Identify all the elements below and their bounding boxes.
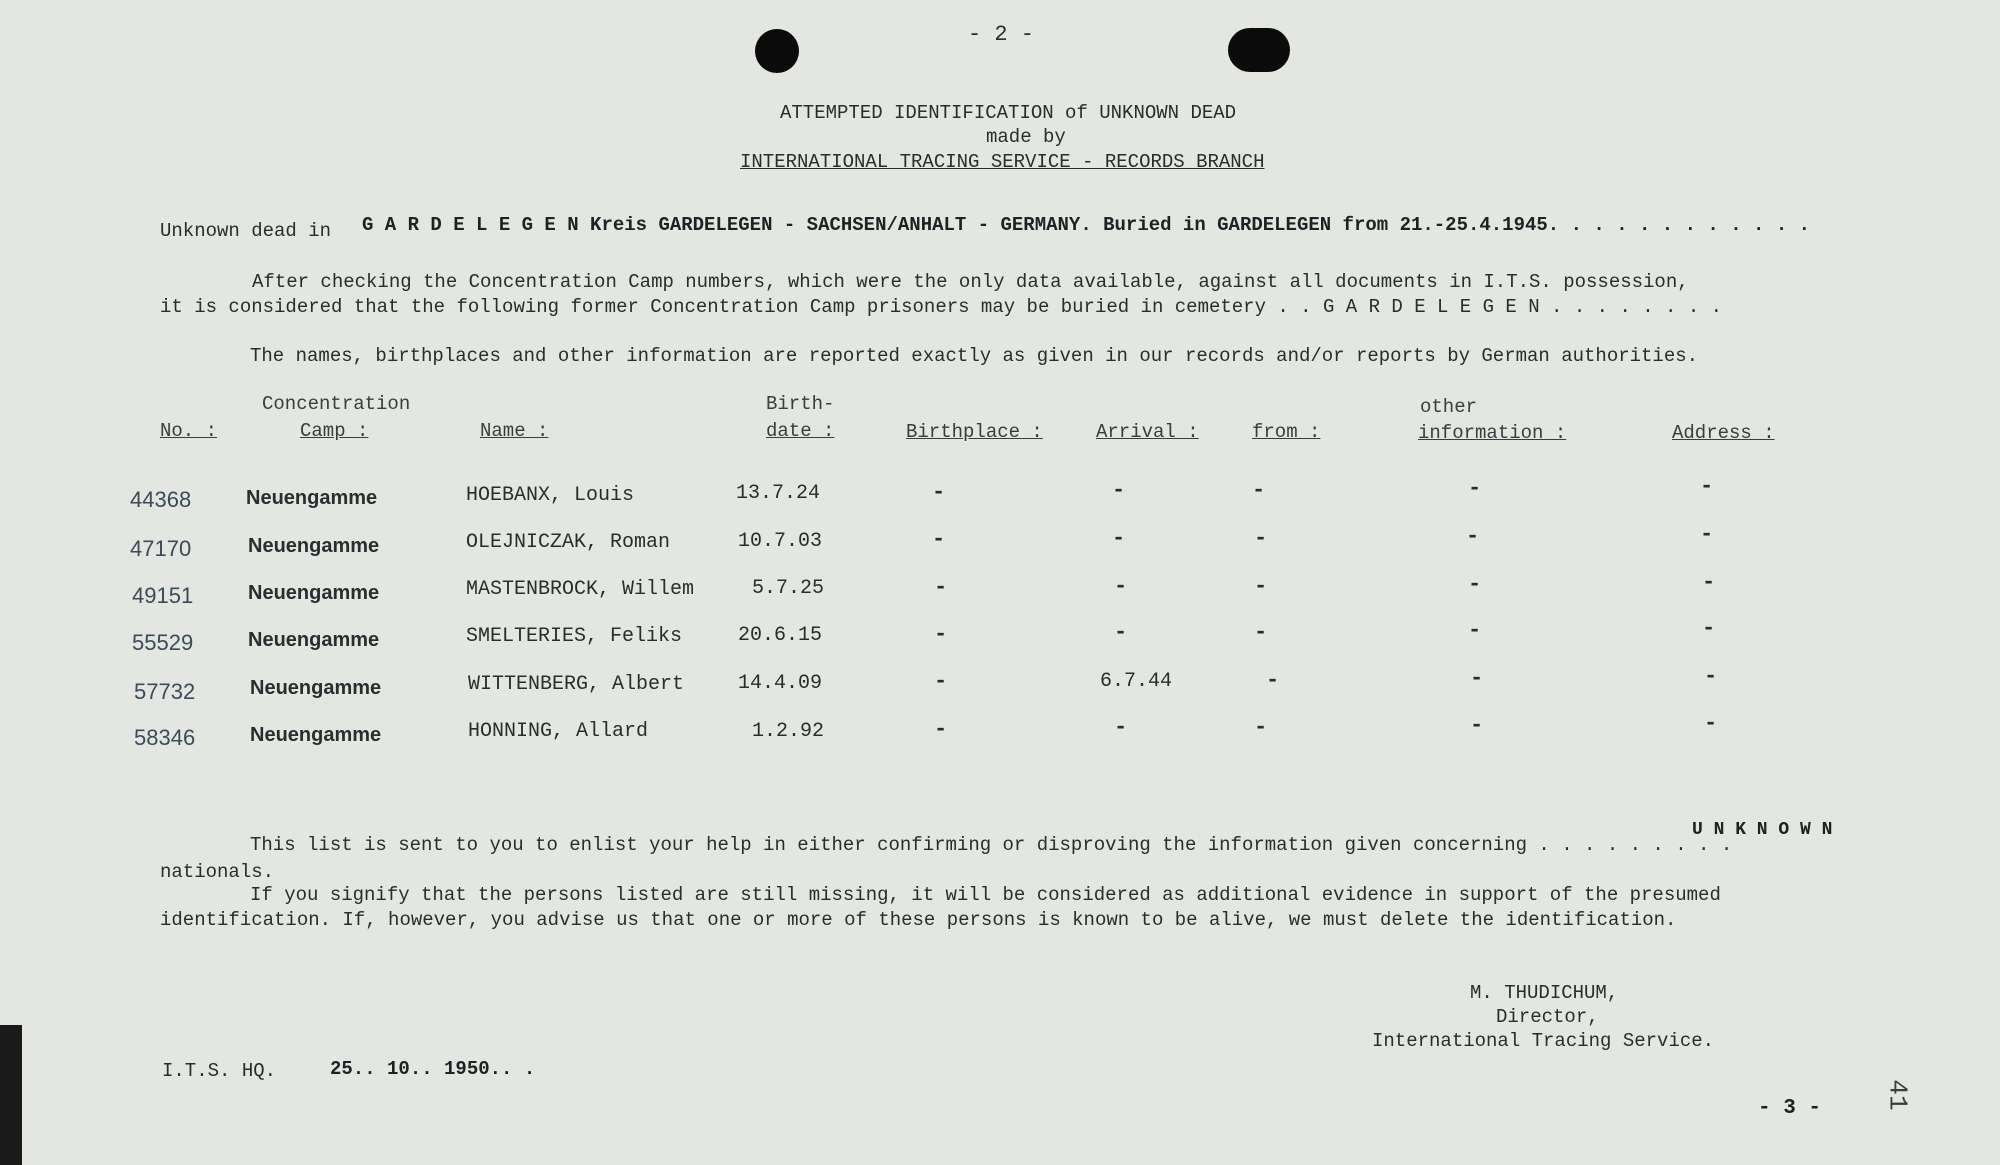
col-birthplace: Birthplace : [906,421,1043,443]
row-camp: Neuengamme [250,724,382,746]
row-birthplace: - [932,480,946,505]
row-from: - [1266,668,1280,693]
row-camp: Neuengamme [248,629,380,651]
title-line-2: made by [986,126,1066,148]
row-birthplace: - [934,622,948,647]
row-name: WITTENBERG, Albert [468,673,685,696]
row-other: - [1466,524,1480,549]
page-number-top: - 2 - [968,22,1035,47]
closing-line-3: If you signify that the persons listed are still missing, it will be considered as additional evidence in support of the presumed [250,884,1721,906]
closing-line-1: This list is sent to you to enlist your help in either confirming or disproving the information given concerning . . . . . . . . . [250,834,1733,856]
row-arrival: - [1112,478,1126,503]
footer-hq: I.T.S. HQ. [162,1060,277,1082]
row-arrival: - [1114,574,1128,599]
row-no: 55529 [132,630,194,655]
row-other: - [1470,666,1484,691]
row-name: HOEBANX, Louis [466,484,635,507]
closing-line-2: nationals. [160,861,275,883]
footer-date: 25.. 10.. 1950.. . [330,1058,536,1080]
col-no: No. : [160,420,218,442]
row-birthdate: 13.7.24 [736,482,821,505]
row-no: 47170 [130,536,192,561]
row-other: - [1468,572,1482,597]
row-arrival: - [1112,526,1126,551]
punch-hole-left [755,29,799,73]
row-name: OLEJNICZAK, Roman [466,531,671,554]
row-address: - [1700,522,1714,547]
row-address: - [1704,711,1718,736]
row-from: - [1254,574,1268,599]
col-name: Name : [480,420,549,442]
intro-line-1: After checking the Concentration Camp numbers, which were the only data available, against all documents in I.T.S. possession, [252,271,1689,293]
title-line-1: ATTEMPTED IDENTIFICATION of UNKNOWN DEAD [780,102,1237,124]
signature-title: Director, [1496,1006,1599,1028]
row-other: - [1470,713,1484,738]
row-birthdate: 1.2.92 [752,720,825,743]
col-other-top: other [1420,396,1478,418]
unknown-nationality: U N K N O W N [1692,820,1833,840]
row-address: - [1700,474,1714,499]
unknown-dead-prefix: Unknown dead in [160,220,332,242]
side-mark: 41 [1882,1079,1913,1111]
row-camp: Neuengamme [248,582,380,604]
row-camp: Neuengamme [250,677,382,699]
row-name: SMELTERIES, Feliks [466,625,683,648]
row-from: - [1254,526,1268,551]
punch-hole-right [1228,28,1290,72]
intro-line-3: The names, birthplaces and other information are reported exactly as given in our records and/or reports by German authorities. [250,345,1699,367]
row-birthdate: 14.4.09 [738,672,823,695]
row-no: 57732 [134,679,196,704]
row-no: 49151 [132,583,194,608]
row-name: HONNING, Allard [468,720,649,743]
row-from: - [1254,715,1268,740]
row-camp: Neuengamme [248,535,380,557]
row-birthplace: - [934,669,948,694]
row-birthplace: - [932,527,946,552]
page-number-bottom: - 3 - [1758,1097,1822,1120]
col-from: from : [1252,421,1321,443]
col-birth-top: Birth- [766,393,835,415]
row-from: - [1252,478,1266,503]
row-birthdate: 10.7.03 [738,530,823,553]
row-camp: Neuengamme [246,487,378,509]
row-birthdate: 20.6.15 [738,624,823,647]
col-camp: Camp : [300,420,369,442]
col-camp-top: Concentration [262,393,411,415]
row-arrival: - [1114,715,1128,740]
row-address: - [1702,616,1716,641]
row-address: - [1704,664,1718,689]
signature-name: M. THUDICHUM, [1470,982,1619,1004]
row-address: - [1702,570,1716,595]
row-birthplace: - [934,717,948,742]
row-birthdate: 5.7.25 [752,577,825,600]
unknown-dead-location: G A R D E L E G E N Kreis GARDELEGEN - SACHSEN/ANHALT - GERMANY. Buried in GARDELEGEN from 21.-25.4.1945. . . . . . . . . . . . [362,214,1811,236]
signature-org: International Tracing Service. [1372,1030,1715,1052]
row-name: MASTENBROCK, Willem [466,578,695,601]
title-line-3: INTERNATIONAL TRACING SERVICE - RECORDS BRANCH [740,151,1265,173]
row-no: 44368 [130,487,192,512]
col-address: Address : [1672,422,1775,444]
row-arrival: 6.7.44 [1100,670,1173,693]
row-arrival: - [1114,620,1128,645]
col-arrival: Arrival : [1096,421,1199,443]
row-other: - [1468,476,1482,501]
col-other: information : [1418,422,1567,444]
row-other: - [1468,618,1482,643]
closing-line-4: identification. If, however, you advise us that one or more of these persons is known to be alive, we must delete the identification. [160,909,1677,931]
row-from: - [1254,620,1268,645]
page-edge-shadow [0,1025,22,1165]
row-birthplace: - [934,575,948,600]
row-no: 58346 [134,725,196,750]
intro-line-2: it is considered that the following former Concentration Camp prisoners may be buried in cemetery . . G A R D E L E G E N . . . . . . . . [160,296,1723,318]
col-birthdate: date : [766,420,835,442]
